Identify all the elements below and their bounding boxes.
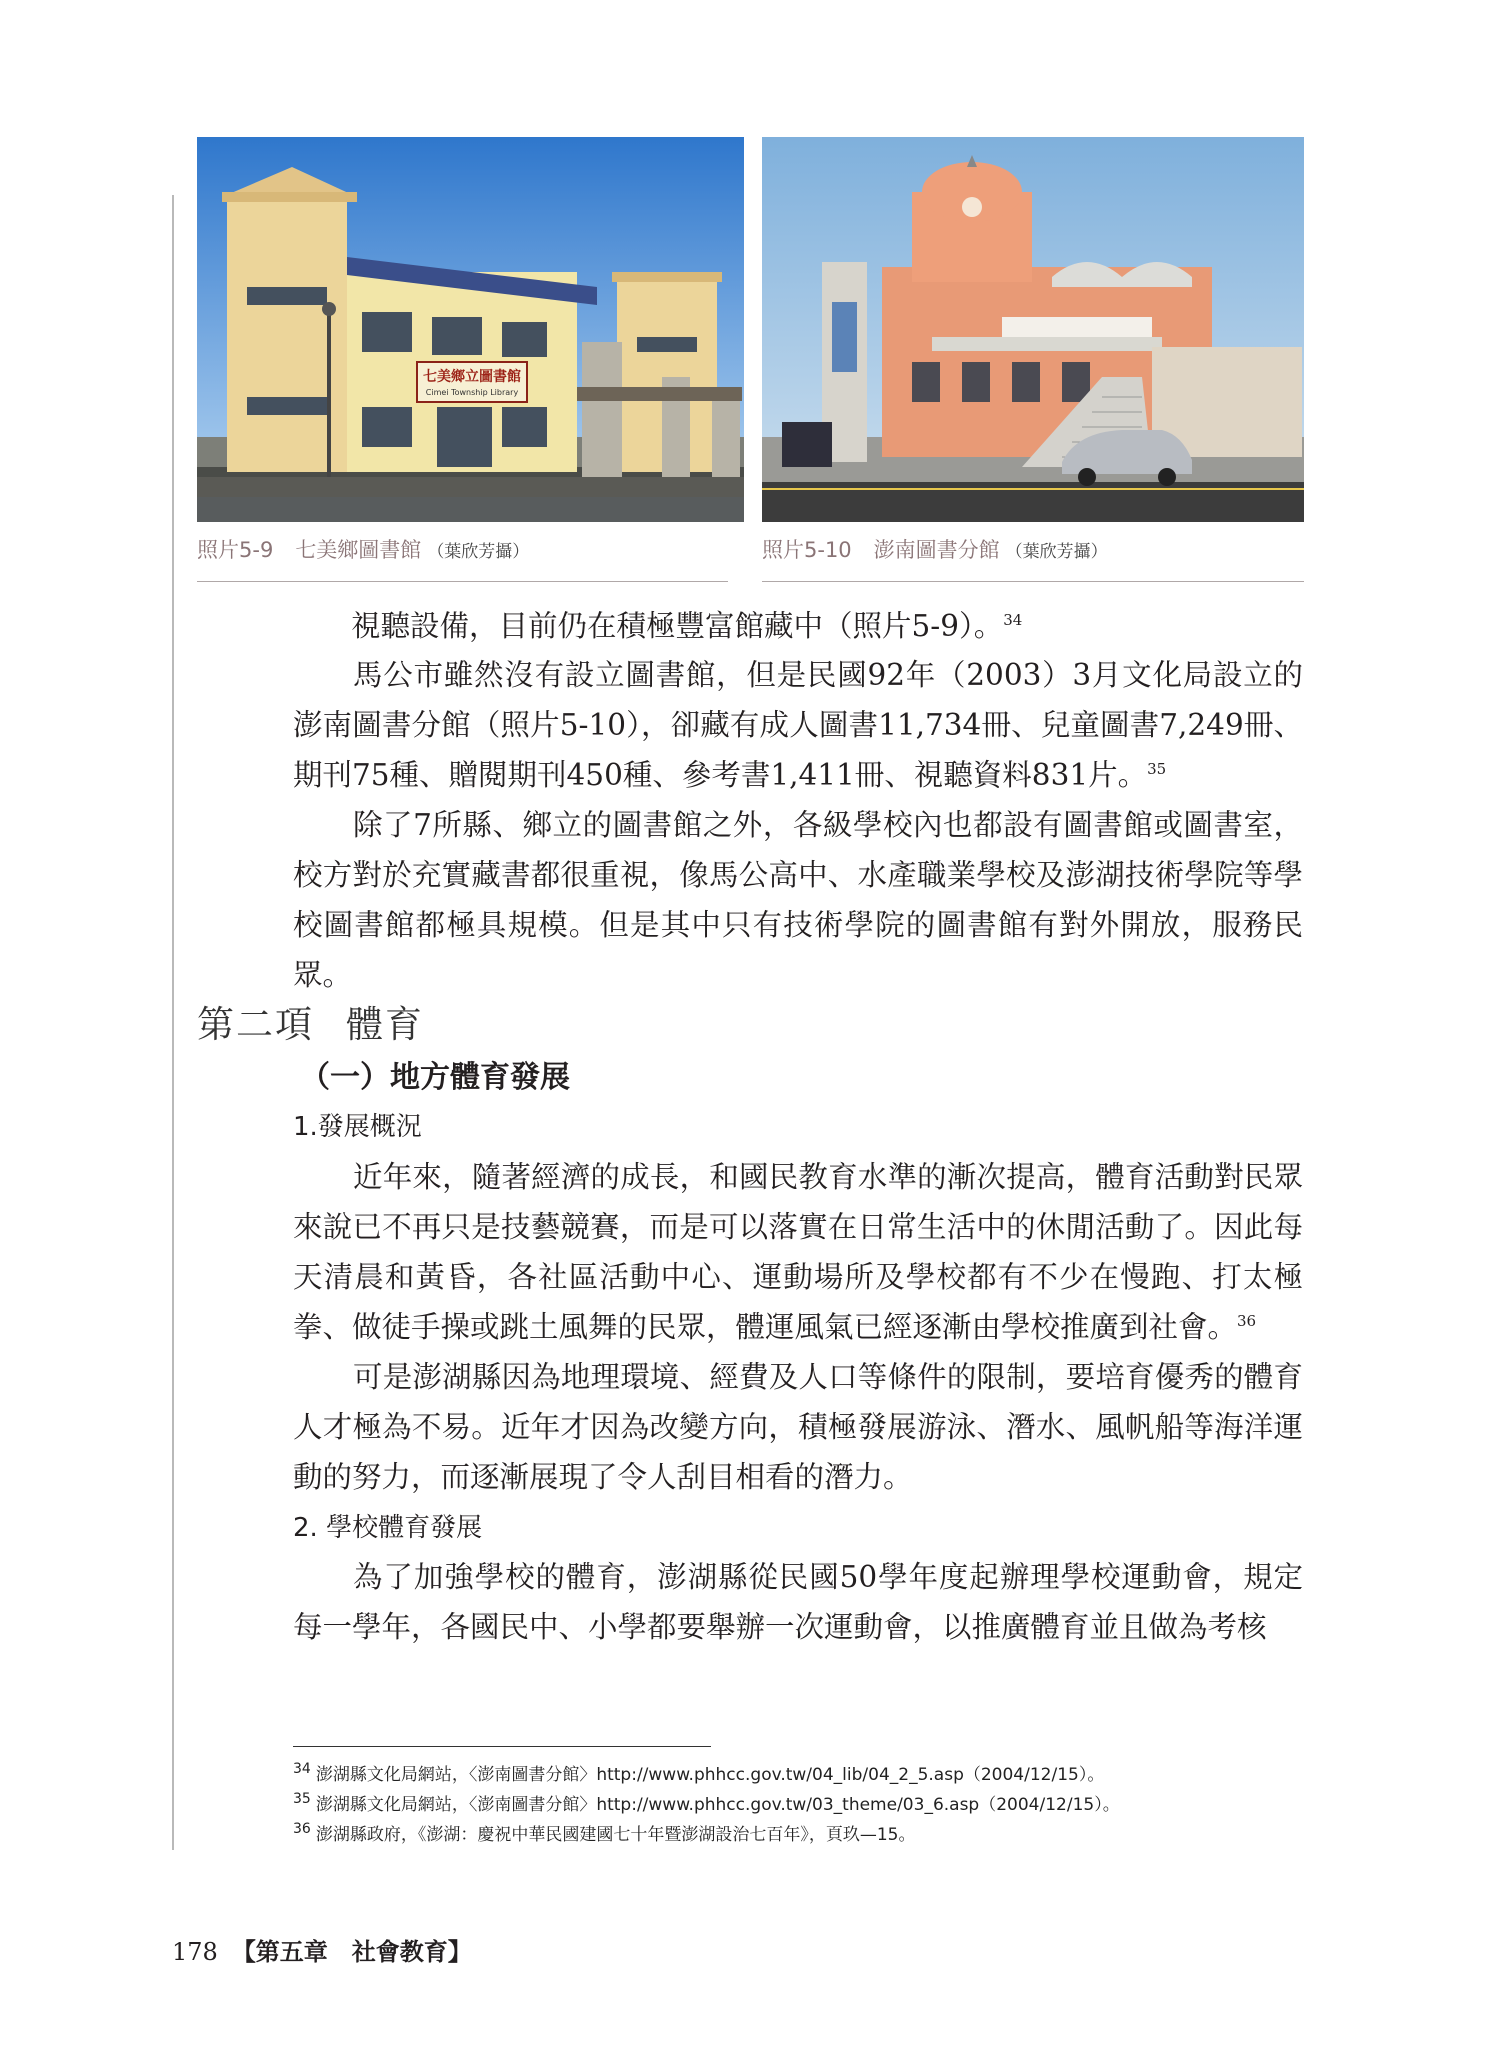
caption-credit: （葉欣芳攝） bbox=[427, 542, 530, 562]
footnote-ref: 34 bbox=[1003, 611, 1023, 630]
footnote-34: $^{34}$ 澎湖縣文化局網站，〈澎南圖書分館〉http://www.phhcc.gov.tw/04_lib/04_2_5.asp（2004/12/15）。 bbox=[293, 1761, 1105, 1785]
caption-rule bbox=[197, 581, 728, 582]
caption-title: 七美鄉圖書館 bbox=[295, 538, 422, 562]
subheading: （一）地方體育發展 bbox=[300, 1060, 570, 1095]
footnote-ref: 36 bbox=[1237, 1312, 1257, 1331]
page-number: 178 bbox=[172, 1938, 218, 1966]
photo-caption-5-10 bbox=[762, 534, 1108, 564]
photo-pengnan-library bbox=[762, 137, 1304, 522]
paragraph-2: 馬公市雖然沒有設立圖書館，但是民國92年（2003）3月文化局設立的澎南圖書分館（照片5-10），卻藏有成人圖書11,734冊、兒童圖書7,249冊、期刊75種、贈閱期刊450種、參考書1,411冊、視聽資料831片。$^{35}$ bbox=[293, 658, 1303, 792]
page-footer bbox=[172, 1932, 472, 1967]
footnote-rule bbox=[293, 1746, 711, 1747]
photo-cimei-library bbox=[197, 137, 744, 522]
footnote-35: $^{35}$ 澎湖縣文化局網站，〈澎南圖書分館〉http://www.phhcc.gov.tw/03_theme/03_6.asp（2004/12/15）。 bbox=[293, 1791, 1120, 1815]
footnote-ref: 35 bbox=[1147, 760, 1167, 779]
caption-title: 澎南圖書分館 bbox=[873, 538, 1000, 562]
paragraph-4: 近年來，隨著經濟的成長，和國民教育水準的漸次提高，體育活動對民眾來說已不再只是技藝競賽，而是可以落實在日常生活中的休閒活動了。因此每天清晨和黃昏，各社區活動中心、運動場所及學校都有不少在慢跑、打太極拳、做徒手操或跳土風舞的民眾，體運風氣已經逐漸由學校推廣到社會。$^{36}$ bbox=[293, 1160, 1303, 1344]
footnote-36: $^{36}$ 澎湖縣政府，《澎湖：慶祝中華民國建國七十年暨澎湖設治七百年》，頁玖—15。 bbox=[293, 1821, 916, 1845]
chapter-label: 【第五章 社會教育】 bbox=[231, 1937, 472, 1966]
paragraph-1: 視聽設備，目前仍在積極豐富館藏中（照片5-9）。$^{34}$ bbox=[351, 609, 1023, 643]
caption-label: 照片5-9 bbox=[197, 538, 274, 562]
library-sign: 七美鄉立圖書館 bbox=[423, 369, 521, 385]
margin-rule bbox=[172, 195, 174, 1850]
item-heading-1: 1.發展概況 bbox=[293, 1112, 422, 1142]
caption-credit: （葉欣芳攝） bbox=[1005, 542, 1108, 562]
caption-rule bbox=[762, 581, 1304, 582]
paragraph-6: 為了加強學校的體育，澎湖縣從民國50學年度起辦理學校運動會，規定每一學年，各國民中、小學都要舉辦一次運動會，以推廣體育並且做為考核 bbox=[293, 1560, 1303, 1644]
paragraph-5: 可是澎湖縣因為地理環境、經費及人口等條件的限制，要培育優秀的體育人才極為不易。近年才因為改變方向，積極發展游泳、潛水、風帆船等海洋運動的努力，而逐漸展現了令人刮目相看的潛力。 bbox=[293, 1360, 1303, 1494]
paragraph-3: 除了7所縣、鄉立的圖書館之外，各級學校內也都設有圖書館或圖書室，校方對於充實藏書都很重視，像馬公高中、水產職業學校及澎湖技術學院等學校圖書館都極具規模。但是其中只有技術學院的圖書館有對外開放，服務民眾。 bbox=[293, 808, 1303, 992]
photo-caption-5-9 bbox=[197, 534, 529, 564]
section-title: 第二項 體育 bbox=[197, 1003, 424, 1046]
caption-label: 照片5-10 bbox=[762, 538, 852, 562]
item-heading-2: 2. 學校體育發展 bbox=[293, 1513, 483, 1543]
library-sign-english: Cimei Township Library bbox=[425, 388, 519, 397]
